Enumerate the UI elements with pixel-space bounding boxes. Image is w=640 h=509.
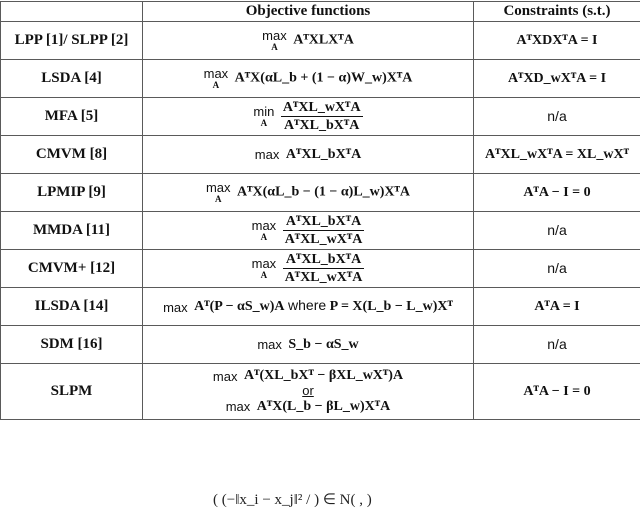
numerator: AᵀXL_bXᵀA [283, 214, 365, 231]
objective-expression: AᵀX(αL_b − (1 − α)L_w)XᵀA [237, 184, 411, 200]
methods-comparison-table [0, 1, 640, 420]
operator: max A [251, 218, 277, 242]
fraction [281, 100, 363, 134]
header-row [1, 2, 640, 22]
operator: max [254, 147, 280, 163]
constraint: AᵀXL_wXᵀA = XL_wXᵀ [474, 136, 640, 174]
operator: max [212, 368, 238, 384]
header-objective: Objective functions [143, 2, 474, 22]
table-row [1, 60, 640, 98]
objective-function [143, 136, 474, 174]
or-label: or [302, 382, 314, 398]
operator: max A [205, 180, 231, 204]
objective-function [143, 288, 474, 326]
method-name: LPP [1]/ SLPP [2] [1, 22, 143, 60]
constraint: n/a [474, 250, 640, 288]
constraint: n/a [474, 212, 640, 250]
constraint: AᵀA = I [474, 288, 640, 326]
operator: max [225, 399, 251, 415]
objective-line-1 [145, 368, 471, 383]
header-constraints: Constraints (s.t.) [474, 2, 640, 22]
table-row [1, 364, 640, 420]
table-row [1, 98, 640, 136]
numerator: AᵀXL_wXᵀA [281, 100, 363, 117]
objective-line-3 [145, 399, 471, 414]
objective-function [143, 174, 474, 212]
table-row [1, 174, 640, 212]
table-row [1, 212, 640, 250]
method-name: CMVM+ [12] [1, 250, 143, 288]
objective-function [143, 22, 474, 60]
objective-function [143, 98, 474, 136]
constraint: AᵀXD_wXᵀA = I [474, 60, 640, 98]
denominator: AᵀXL_wXᵀA [284, 270, 363, 285]
fraction [283, 252, 365, 286]
method-name: LPMIP [9] [1, 174, 143, 212]
where-expression: P = X(L_b − L_w)Xᵀ [329, 299, 453, 315]
objective-function [143, 326, 474, 364]
fraction [283, 214, 365, 248]
constraint: AᵀXDXᵀA = I [474, 22, 640, 60]
constraint: n/a [474, 326, 640, 364]
operator: max [163, 299, 188, 315]
objective-expression: AᵀXLXᵀA [293, 32, 354, 48]
method-name: CMVM [8] [1, 136, 143, 174]
table-row [1, 250, 640, 288]
objective-function [143, 60, 474, 98]
objective-expression: S_b − αS_w [288, 336, 359, 352]
operator: min A [253, 104, 275, 128]
objective-line-2 [145, 384, 471, 399]
table-row [1, 326, 640, 364]
method-name: SLPM [1, 364, 143, 420]
partial-equation: ( (−‖x_i − x_j‖² / ) ∈ N( , ) [213, 492, 372, 508]
constraint: AᵀA − I = 0 [474, 364, 640, 420]
method-name: MMDA [11] [1, 212, 143, 250]
operator: max A [203, 66, 229, 90]
method-name: MFA [5] [1, 98, 143, 136]
constraint: AᵀA − I = 0 [474, 174, 640, 212]
table-row [1, 136, 640, 174]
table-row [1, 288, 640, 326]
constraint: n/a [474, 98, 640, 136]
method-name: LSDA [4] [1, 60, 143, 98]
operator: max A [251, 256, 277, 280]
where-label: where [288, 297, 327, 314]
method-name: SDM [16] [1, 326, 143, 364]
objective-function [143, 212, 474, 250]
objective-function [143, 364, 474, 420]
objective-function [143, 250, 474, 288]
operator: max [257, 337, 282, 353]
method-name: ILSDA [14] [1, 288, 143, 326]
objective-expression: AᵀX(αL_b + (1 − α)W_w)XᵀA [234, 70, 413, 86]
numerator: AᵀXL_bXᵀA [283, 252, 365, 269]
header-method [1, 2, 143, 22]
objective-expression: Aᵀ(XL_bXᵀ − βXL_wXᵀ)A [243, 368, 404, 384]
objective-expression: AᵀXL_bXᵀA [285, 146, 362, 162]
denominator: AᵀXL_wXᵀA [284, 232, 363, 247]
objective-expression: Aᵀ(P − αS_w)A [194, 299, 285, 315]
denominator: AᵀXL_bXᵀA [284, 118, 360, 133]
objective-expression-alt: AᵀX(L_b − βL_w)XᵀA [256, 399, 391, 415]
table-row [1, 22, 640, 60]
operator: max A [262, 28, 287, 52]
